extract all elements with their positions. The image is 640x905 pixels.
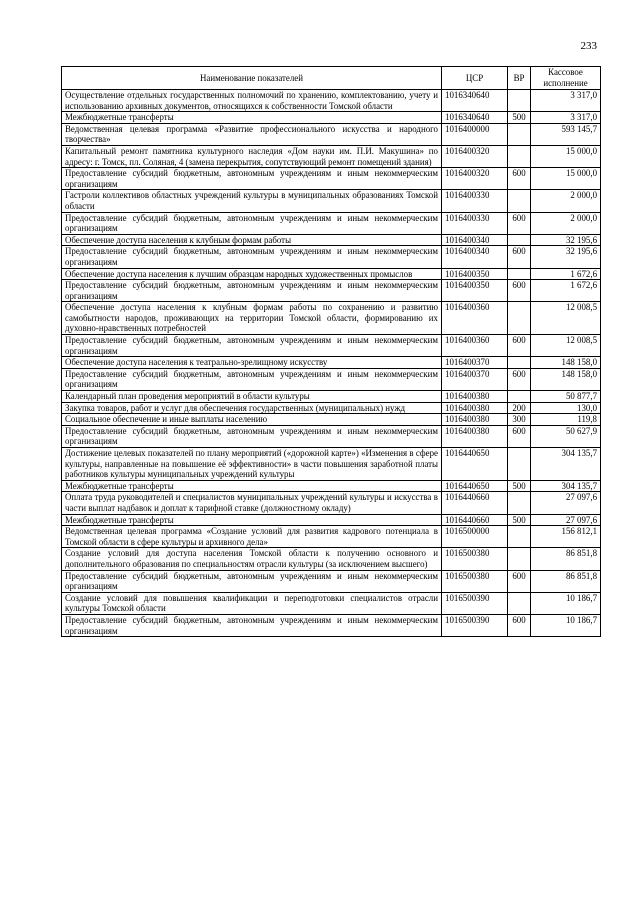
- row-csr-cell: 1016400350: [442, 268, 508, 280]
- row-sum-cell: 3 317,0: [531, 112, 601, 124]
- row-vr-cell: [508, 302, 531, 335]
- row-vr-cell: [508, 492, 531, 514]
- table-row: [62, 480, 601, 492]
- row-csr-cell: 1016400370: [442, 368, 508, 390]
- row-vr-cell: [508, 526, 531, 548]
- row-name-cell: Межбюджетные трансферты: [62, 514, 442, 526]
- row-sum-cell: 2 000,0: [531, 212, 601, 234]
- row-name-cell: Предоставление субсидий бюджетным, автономным учреждениям и иным некоммерческим организациям: [62, 246, 442, 268]
- row-name-cell: Предоставление субсидий бюджетным, автономным учреждениям и иным некоммерческим организациям: [62, 570, 442, 592]
- row-sum-cell: 86 851,8: [531, 548, 601, 570]
- row-csr-cell: 1016500390: [442, 592, 508, 614]
- row-sum-cell: 27 097,6: [531, 514, 601, 526]
- row-name-cell: Обеспечение доступа населения к лучшим образцам народных художественных промыслов: [62, 268, 442, 280]
- row-vr-cell: 600: [508, 614, 531, 636]
- row-name-cell: Предоставление субсидий бюджетным, автономным учреждениям и иным некоммерческим организациям: [62, 335, 442, 357]
- row-csr-cell: 1016400370: [442, 357, 508, 369]
- row-sum-cell: 50 627,9: [531, 425, 601, 447]
- row-csr-cell: 1016400340: [442, 234, 508, 246]
- row-name-cell: Предоставление субсидий бюджетным, автономным учреждениям и иным некоммерческим организациям: [62, 168, 442, 190]
- row-csr-cell: 1016400330: [442, 190, 508, 212]
- table-row: [62, 514, 601, 526]
- table-row: [62, 526, 601, 548]
- row-vr-cell: 600: [508, 335, 531, 357]
- row-name-cell: Достижение целевых показателей по плану мероприятий («дорожной карте») «Изменения в сфере культуры, направленные на повышение её эффективности» в части повышения заработной платы работников культуры муниципальных учреждений культуры: [62, 448, 442, 481]
- row-sum-cell: 2 000,0: [531, 190, 601, 212]
- row-name-cell: Создание условий для повышения квалификации и переподготовки специалистов отрасли культуры Томской области: [62, 592, 442, 614]
- row-name-cell: Капитальный ремонт памятника культурного наследия «Дом науки им. П.И. Макушина» по адресу: г. Томск, пл. Соляная, 4 (замена перекрытия, сопутствующий ремонт помещений здания): [62, 145, 442, 167]
- table-header-row: [62, 67, 601, 90]
- row-name-cell: Социальное обеспечение и иные выплаты населению: [62, 414, 442, 426]
- row-sum-cell: 32 195,6: [531, 234, 601, 246]
- row-vr-cell: 600: [508, 425, 531, 447]
- row-csr-cell: 1016400380: [442, 391, 508, 403]
- table-row: [62, 614, 601, 636]
- table-row: [62, 357, 601, 369]
- row-name-cell: Межбюджетные трансферты: [62, 112, 442, 124]
- table-row: [62, 280, 601, 302]
- row-sum-cell: 12 008,5: [531, 335, 601, 357]
- row-csr-cell: 1016500390: [442, 614, 508, 636]
- row-sum-cell: 12 008,5: [531, 302, 601, 335]
- row-sum-cell: 10 186,7: [531, 592, 601, 614]
- table-row: [62, 414, 601, 426]
- row-csr-cell: 1016340640: [442, 90, 508, 112]
- row-name-cell: Гастроли коллективов областных учреждений культуры в муниципальных образованиях Томской области: [62, 190, 442, 212]
- row-vr-cell: [508, 357, 531, 369]
- table-row: [62, 112, 601, 124]
- row-sum-cell: 15 000,0: [531, 145, 601, 167]
- row-vr-cell: [508, 190, 531, 212]
- table-row: [62, 268, 601, 280]
- row-name-cell: Обеспечение доступа населения к театрально-зрелищному искусству: [62, 357, 442, 369]
- table-row: [62, 234, 601, 246]
- row-csr-cell: 1016440660: [442, 514, 508, 526]
- header-sum: Кассовое исполнение: [531, 67, 601, 90]
- row-csr-cell: 1016400380: [442, 402, 508, 414]
- row-csr-cell: 1016440650: [442, 480, 508, 492]
- table-row: [62, 246, 601, 268]
- table-row: [62, 402, 601, 414]
- page-number: 233: [580, 40, 597, 52]
- header-csr: ЦСР: [442, 67, 508, 90]
- row-csr-cell: 1016440650: [442, 448, 508, 481]
- row-csr-cell: 1016500380: [442, 570, 508, 592]
- row-csr-cell: 1016400340: [442, 246, 508, 268]
- row-vr-cell: 600: [508, 570, 531, 592]
- row-vr-cell: [508, 448, 531, 481]
- row-name-cell: Предоставление субсидий бюджетным, автономным учреждениям и иным некоммерческим организациям: [62, 425, 442, 447]
- row-sum-cell: 593 145,7: [531, 123, 601, 145]
- row-sum-cell: 32 195,6: [531, 246, 601, 268]
- row-sum-cell: 1 672,6: [531, 268, 601, 280]
- row-vr-cell: [508, 234, 531, 246]
- row-name-cell: Предоставление субсидий бюджетным, автономным учреждениям и иным некоммерческим организациям: [62, 212, 442, 234]
- row-name-cell: Межбюджетные трансферты: [62, 480, 442, 492]
- table-row: [62, 90, 601, 112]
- row-vr-cell: 200: [508, 402, 531, 414]
- row-vr-cell: [508, 548, 531, 570]
- row-csr-cell: 1016400350: [442, 280, 508, 302]
- row-name-cell: Ведомственная целевая программа «Создание условий для развития кадрового потенциала в Томской области в сфере культуры и архивного дела»: [62, 526, 442, 548]
- row-vr-cell: 500: [508, 480, 531, 492]
- row-vr-cell: [508, 268, 531, 280]
- row-csr-cell: 1016440660: [442, 492, 508, 514]
- table-row: [62, 425, 601, 447]
- row-vr-cell: 600: [508, 212, 531, 234]
- row-sum-cell: 156 812,1: [531, 526, 601, 548]
- row-sum-cell: 148 158,0: [531, 357, 601, 369]
- row-vr-cell: 500: [508, 514, 531, 526]
- row-sum-cell: 15 000,0: [531, 168, 601, 190]
- row-name-cell: Предоставление субсидий бюджетным, автономным учреждениям и иным некоммерческим организациям: [62, 368, 442, 390]
- table-row: [62, 368, 601, 390]
- table-row: [62, 145, 601, 167]
- table-body: [62, 90, 601, 637]
- row-csr-cell: 1016340640: [442, 112, 508, 124]
- table-row: [62, 168, 601, 190]
- table-row: [62, 570, 601, 592]
- row-vr-cell: [508, 391, 531, 403]
- table-row: [62, 492, 601, 514]
- row-vr-cell: [508, 123, 531, 145]
- table-row: [62, 212, 601, 234]
- row-csr-cell: 1016400380: [442, 425, 508, 447]
- row-sum-cell: 86 851,8: [531, 570, 601, 592]
- row-sum-cell: 304 135,7: [531, 448, 601, 481]
- header-vr: ВР: [508, 67, 531, 90]
- budget-execution-table: [61, 66, 601, 637]
- row-sum-cell: 119,8: [531, 414, 601, 426]
- row-sum-cell: 130,0: [531, 402, 601, 414]
- row-name-cell: Оплата труда руководителей и специалистов муниципальных учреждений культуры и искусства в части выплат надбавок и доплат к тарифной ставке (должностному окладу): [62, 492, 442, 514]
- header-name: Наименование показателей: [62, 67, 442, 90]
- row-csr-cell: 1016500000: [442, 526, 508, 548]
- row-vr-cell: [508, 90, 531, 112]
- row-csr-cell: 1016400360: [442, 302, 508, 335]
- row-vr-cell: 600: [508, 280, 531, 302]
- row-sum-cell: 27 097,6: [531, 492, 601, 514]
- row-sum-cell: 3 317,0: [531, 90, 601, 112]
- row-sum-cell: 304 135,7: [531, 480, 601, 492]
- row-csr-cell: 1016400000: [442, 123, 508, 145]
- row-name-cell: Ведомственная целевая программа «Развитие профессионального искусства и народного творчества»: [62, 123, 442, 145]
- table-row: [62, 190, 601, 212]
- row-name-cell: Календарный план проведения мероприятий в области культуры: [62, 391, 442, 403]
- row-sum-cell: 1 672,6: [531, 280, 601, 302]
- row-csr-cell: 1016400320: [442, 168, 508, 190]
- row-sum-cell: 148 158,0: [531, 368, 601, 390]
- row-vr-cell: 600: [508, 168, 531, 190]
- row-name-cell: Обеспечение доступа населения к клубным формам работы: [62, 234, 442, 246]
- row-sum-cell: 50 877,7: [531, 391, 601, 403]
- table-row: [62, 391, 601, 403]
- table-row: [62, 123, 601, 145]
- row-name-cell: Предоставление субсидий бюджетным, автономным учреждениям и иным некоммерческим организациям: [62, 614, 442, 636]
- table-row: [62, 448, 601, 481]
- table-row: [62, 548, 601, 570]
- table-row: [62, 302, 601, 335]
- row-vr-cell: 300: [508, 414, 531, 426]
- table-row: [62, 592, 601, 614]
- row-vr-cell: [508, 592, 531, 614]
- table-row: [62, 335, 601, 357]
- row-csr-cell: 1016500380: [442, 548, 508, 570]
- row-name-cell: Обеспечение доступа населения к клубным формам работы по сохранению и развитию самобытности народов, проживающих на территории Томской области, формированию их духовно-нравственных потребностей: [62, 302, 442, 335]
- row-vr-cell: 500: [508, 112, 531, 124]
- row-vr-cell: 600: [508, 246, 531, 268]
- row-csr-cell: 1016400380: [442, 414, 508, 426]
- row-csr-cell: 1016400320: [442, 145, 508, 167]
- row-name-cell: Осуществление отдельных государственных полномочий по хранению, комплектованию, учету и использованию архивных документов, относящихся к собственности Томской области: [62, 90, 442, 112]
- row-vr-cell: 600: [508, 368, 531, 390]
- row-name-cell: Предоставление субсидий бюджетным, автономным учреждениям и иным некоммерческим организациям: [62, 280, 442, 302]
- row-csr-cell: 1016400360: [442, 335, 508, 357]
- row-name-cell: Создание условий для доступа населения Томской области к получению основного и дополнительного образования по специальностям отрасли культуры (за исключением высшего): [62, 548, 442, 570]
- row-name-cell: Закупка товаров, работ и услуг для обеспечения государственных (муниципальных) нужд: [62, 402, 442, 414]
- row-csr-cell: 1016400330: [442, 212, 508, 234]
- row-sum-cell: 10 186,7: [531, 614, 601, 636]
- row-vr-cell: [508, 145, 531, 167]
